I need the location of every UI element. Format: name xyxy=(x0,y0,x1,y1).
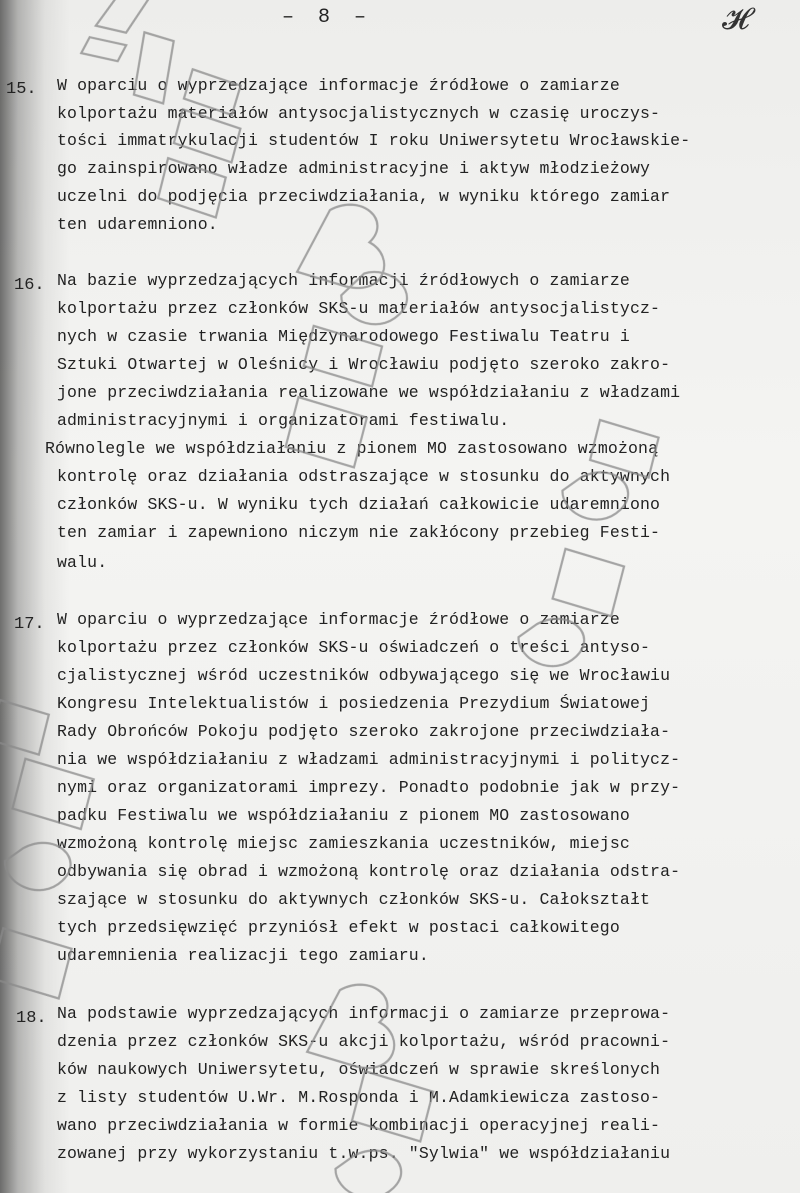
text-line: padku Festiwalu we współdziałaniu z pionem MO zastosowano xyxy=(57,806,630,825)
text-line: z listy studentów U.Wr. M.Rosponda i M.Adamkiewicza zastoso- xyxy=(57,1088,661,1107)
text-line: walu. xyxy=(57,553,108,572)
text-line: kolportażu przez członków SKS-u oświadczeń o treści antyso- xyxy=(57,638,651,657)
paragraph-number: 15. xyxy=(6,80,37,99)
text-line: Kongresu Intelektualistów i posiedzenia Prezydium Światowej xyxy=(57,694,651,713)
paragraph-number: 16. xyxy=(14,276,45,295)
text-line: udaremnienia realizacji tego zamiaru. xyxy=(57,946,429,965)
text-line: dzenia przez członków SKS-u akcji kolportażu, wśród pracowni- xyxy=(57,1032,671,1051)
text-line: Na bazie wyprzedzających informacji źródłowych o zamiarze xyxy=(57,271,630,290)
handwritten-mark: 𝓗 xyxy=(722,2,750,37)
text-line: wzmożoną kontrolę miejsc zamieszkania uczestników, miejsc xyxy=(57,834,630,853)
text-line: Rady Obrońców Pokoju podjęto szeroko zakrojone przeciwdziała- xyxy=(57,722,671,741)
text-line: cjalistycznej wśród uczestników odbywającego się we Wrocławiu xyxy=(57,666,671,685)
text-line: go zainspirowano władze administracyjne i aktyw młodzieżowy xyxy=(57,159,651,178)
text-line: nych w czasie trwania Międzynarodowego Festiwalu Teatru i xyxy=(57,327,630,346)
text-line: W oparciu o wyprzedzające informacje źródłowe o zamiarze xyxy=(57,610,620,629)
text-line: tych przedsięwzięć przyniósł efekt w postaci całkowitego xyxy=(57,918,620,937)
text-line: nia we współdziałaniu z władzami administracyjnymi i politycz- xyxy=(57,750,681,769)
text-line: ków naukowych Uniwersytetu, oświadczeń w sprawie skreślonych xyxy=(57,1060,661,1079)
text-line: członków SKS-u. W wyniku tych działań całkowicie udaremniono xyxy=(57,495,661,514)
text-line: kontrolę oraz działania odstraszające w stosunku do aktywnych xyxy=(57,467,671,486)
text-line: tości immatrykulacji studentów I roku Uniwersytetu Wrocławskie- xyxy=(57,131,691,150)
text-line: nymi oraz organizatorami imprezy. Ponadto podobnie jak w przy- xyxy=(57,778,681,797)
text-line: kolportażu przez członków SKS-u materiałów antysocjalistycz- xyxy=(57,299,661,318)
paragraph-number: 18. xyxy=(16,1009,47,1028)
text-line: kolportażu materiałów antysocjalistycznych w czasię uroczys- xyxy=(57,104,661,123)
text-line: zowanej przy wykorzystaniu t.w.ps. "Sylwia" we współdziałaniu xyxy=(57,1144,671,1163)
text-line: ten udaremniono. xyxy=(57,215,218,234)
text-line: administracyjnymi i organizatorami festiwalu. xyxy=(57,411,510,430)
text-line: Na podstawie wyprzedzających informacji o zamiarze przeprowa- xyxy=(57,1004,671,1023)
text-line: uczelni do podjęcia przeciwdziałania, w wyniku którego zamiar xyxy=(57,187,671,206)
paragraph-number: 17. xyxy=(14,615,45,634)
text-line: szające w stosunku do aktywnych członków SKS-u. Całokształt xyxy=(57,890,651,909)
text-line: W oparciu o wyprzedzające informacje źródłowe o zamiarze xyxy=(57,76,620,95)
page-number: – 8 – xyxy=(282,6,373,29)
text-line: Sztuki Otwartej w Oleśnicy i Wrocławiu podjęto szeroko zakro- xyxy=(57,355,671,374)
text-line: Równolegle we współdziałaniu z pionem MO zastosowano wzmożoną xyxy=(45,439,659,458)
text-line: ten zamiar i zapewniono niczym nie zakłócony przebieg Festi- xyxy=(57,523,661,542)
text-line: jone przeciwdziałania realizowane we współdziałaniu z władzami xyxy=(57,383,681,402)
text-line: odbywania się obrad i wzmożoną kontrolę oraz działania odstra- xyxy=(57,862,681,881)
text-line: wano przeciwdziałania w formie kombinacji operacyjnej reali- xyxy=(57,1116,661,1135)
